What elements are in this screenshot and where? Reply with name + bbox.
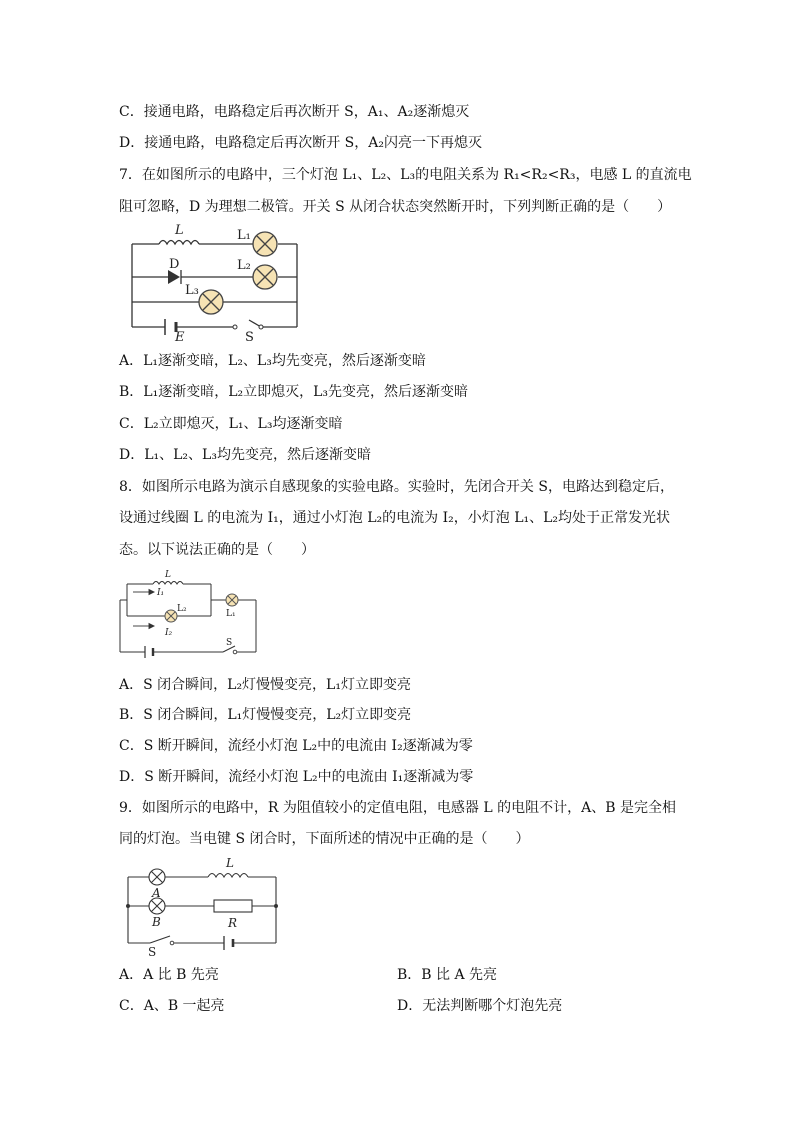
lamp-icon bbox=[165, 610, 177, 622]
prev-option-c: C．接通电路，电路稳定后再次断开 S，A₁、A₂逐渐熄灭 bbox=[119, 104, 470, 120]
q8-option-d: D．S 断开瞬间，流经小灯泡 L₂中的电流由 I₁逐渐减为零 bbox=[119, 769, 474, 785]
q7-option-c: C．L₂立即熄灭，L₁、L₃均逐渐变暗 bbox=[119, 416, 343, 432]
q7-stem-line1: 7．在如图所示的电路中，三个灯泡 L₁、L₂、L₃的电阻关系为 R₁<R₂<R₃，电感 L 的直流电 bbox=[119, 167, 692, 183]
lamp-icon bbox=[149, 869, 165, 885]
lamp-l1-label: L₁ bbox=[237, 228, 251, 243]
q9-option-d: D．无法判断哪个灯泡先亮 bbox=[397, 998, 563, 1014]
switch-icon bbox=[233, 325, 237, 329]
switch-label: S bbox=[245, 330, 254, 342]
lamp-l1-label: L₁ bbox=[226, 609, 236, 619]
lamp-icon bbox=[253, 232, 277, 256]
q9-option-c: C．A、B 一起亮 bbox=[119, 998, 225, 1014]
lamp-icon bbox=[149, 898, 165, 914]
q7-option-d: D．L₁、L₂、L₃均先变亮，然后逐渐变暗 bbox=[119, 447, 371, 463]
lamp-a-label: A bbox=[152, 886, 161, 900]
q7-circuit-diagram bbox=[125, 224, 305, 342]
current-i1-label: I₁ bbox=[157, 588, 165, 598]
switch-label: S bbox=[226, 638, 233, 648]
inductor-label: L bbox=[175, 224, 184, 238]
q8-option-b: B．S 闭合瞬间，L₁灯慢慢变亮，L₂灯立即变亮 bbox=[119, 707, 412, 723]
current-i2-label: I₂ bbox=[165, 628, 173, 638]
switch-icon bbox=[170, 941, 174, 945]
lamp-icon bbox=[226, 594, 238, 606]
lamp-l3-label: L₃ bbox=[185, 283, 199, 298]
q9-stem-line1: 9．如图所示的电路中，R 为阻值较小的定值电阻，电感器 L 的电阻不计，A、B 是完全相 bbox=[119, 800, 676, 816]
q7-option-a: A．L₁逐渐变暗，L₂、L₃均先变亮，然后逐渐变暗 bbox=[119, 353, 426, 369]
q7-option-b: B．L₁逐渐变暗，L₂立即熄灭，L₃先变亮，然后逐渐变暗 bbox=[119, 384, 469, 400]
lamp-b-label: B bbox=[152, 915, 161, 929]
switch-icon bbox=[233, 650, 237, 654]
prev-option-d: D．接通电路，电路稳定后再次断开 S，A₂闪亮一下再熄灭 bbox=[119, 135, 482, 151]
q8-option-a: A．S 闭合瞬间，L₂灯慢慢变亮，L₁灯立即变亮 bbox=[119, 677, 411, 693]
lamp-icon bbox=[199, 290, 223, 314]
q8-stem-line3: 态。以下说法正确的是（ ） bbox=[119, 542, 315, 558]
lamp-l2-label: L₂ bbox=[177, 604, 187, 614]
inductor-label: L bbox=[165, 570, 171, 580]
diode-icon bbox=[168, 270, 180, 284]
q9-option-b: B．B 比 A 先亮 bbox=[397, 967, 498, 983]
inductor-label: L bbox=[226, 856, 234, 870]
q8-stem-line2: 设通过线圈 L 的电流为 I₁，通过小灯泡 L₂的电流为 I₂，小灯泡 L₁、L₂均处于正常发光状 bbox=[119, 510, 671, 526]
resistor-label: R bbox=[228, 916, 238, 930]
switch-label: S bbox=[148, 945, 157, 957]
q8-stem-line1: 8．如图所示电路为演示自感现象的实验电路。实验时，先闭合开关 S，电路达到稳定后， bbox=[119, 479, 674, 495]
lamp-icon bbox=[253, 265, 277, 289]
q8-circuit-diagram bbox=[115, 568, 265, 662]
q9-stem-line2: 同的灯泡。当电键 S 闭合时，下面所述的情况中正确的是（ ） bbox=[119, 831, 530, 847]
diode-label: D bbox=[169, 257, 180, 272]
battery-label: E bbox=[175, 330, 185, 342]
q9-option-a: A．A 比 B 先亮 bbox=[119, 967, 219, 983]
q9-circuit-diagram bbox=[120, 853, 285, 957]
resistor-icon bbox=[214, 900, 252, 912]
q7-stem-line2: 阻可忽略，D 为理想二极管。开关 S 从闭合状态突然断开时，下列判断正确的是（ ） bbox=[119, 199, 672, 215]
lamp-l2-label: L₂ bbox=[237, 258, 251, 273]
q8-option-c: C．S 断开瞬间，流经小灯泡 L₂中的电流由 I₂逐渐减为零 bbox=[119, 738, 473, 754]
